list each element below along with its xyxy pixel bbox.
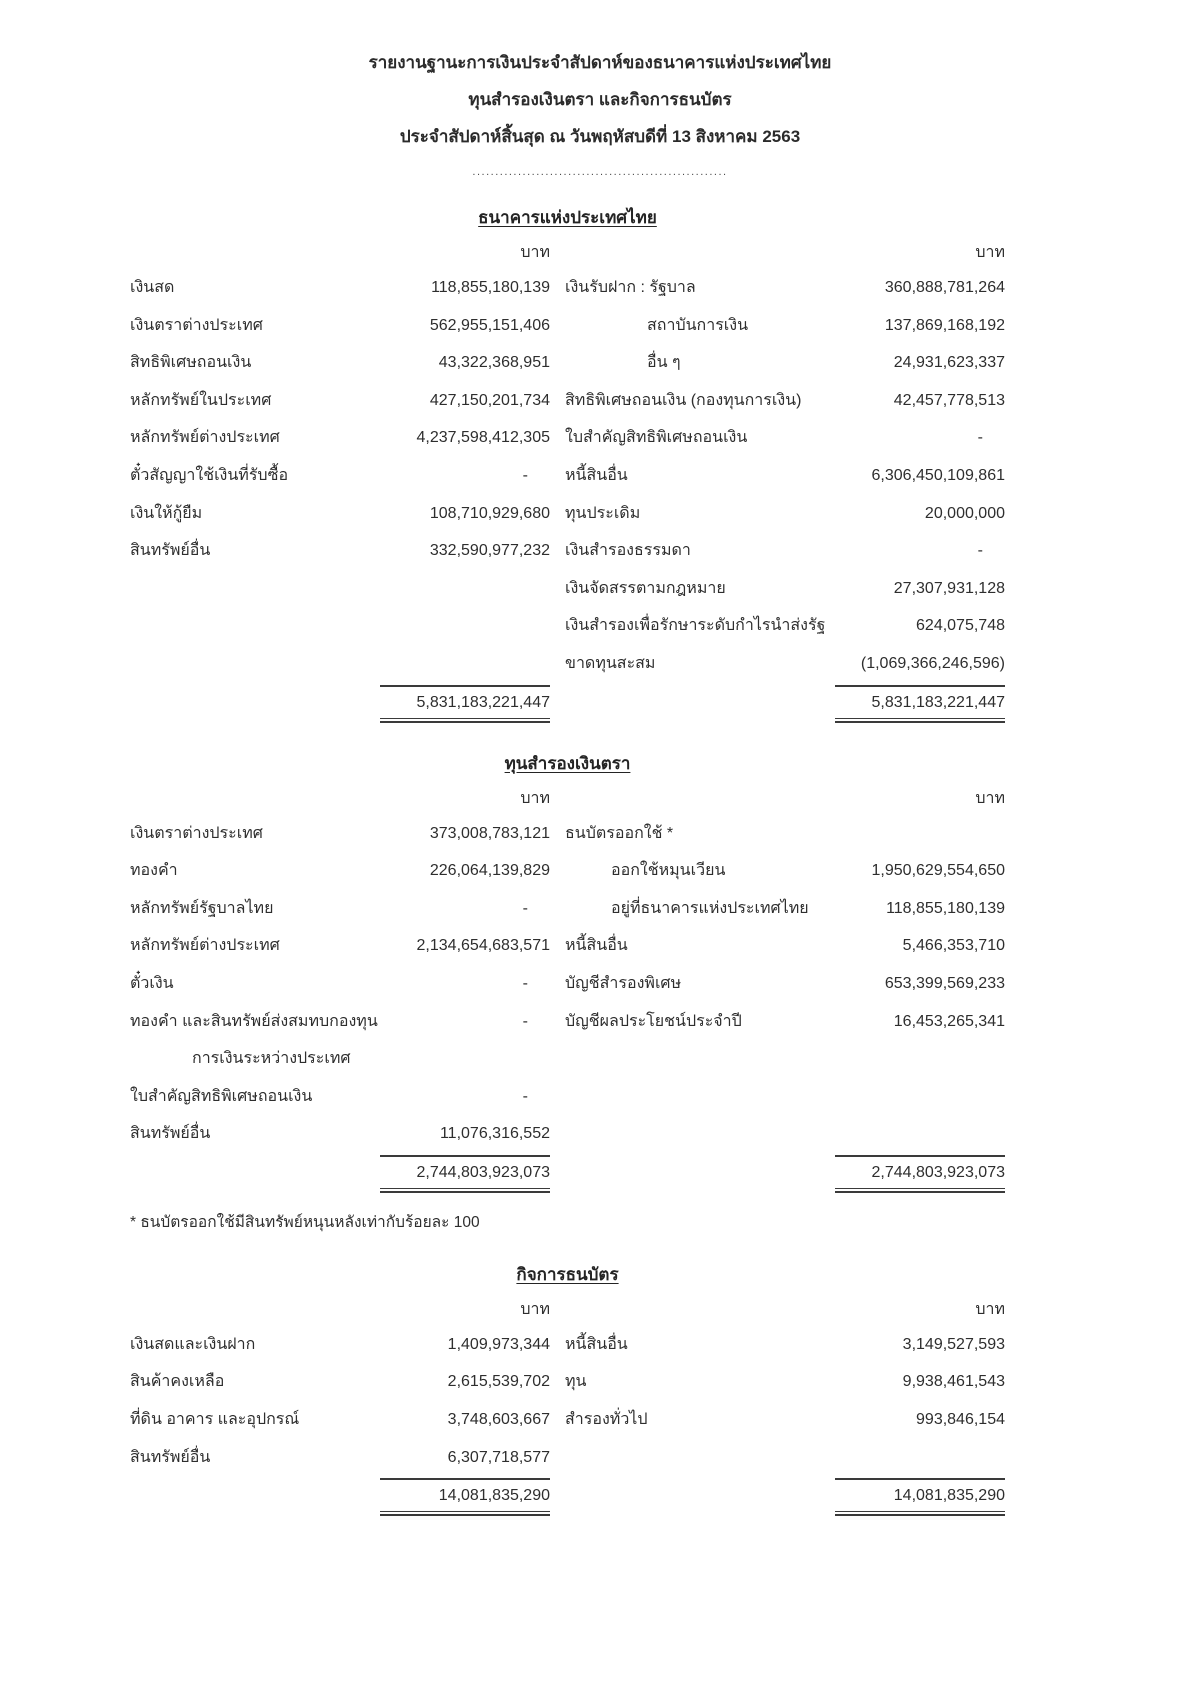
section-currency-reserve bbox=[130, 749, 1005, 1234]
row-label-left: เงินให้กู้ยืม bbox=[130, 504, 203, 522]
row-label-right: ออกใช้หมุนเวียน bbox=[611, 862, 726, 880]
row-value-right: 3,149,527,593 bbox=[902, 1335, 1005, 1353]
row-value-left bbox=[395, 607, 550, 645]
row-label-left: สินทรัพย์อื่น bbox=[130, 542, 211, 560]
row-value-left bbox=[395, 645, 550, 683]
table-row bbox=[130, 457, 1005, 495]
row-label-left: หลักทรัพย์ในประเทศ bbox=[130, 391, 272, 409]
row-value-right bbox=[845, 815, 1005, 853]
report-subtitle: ทุนสำรองเงินตรา และกิจการธนบัตร bbox=[468, 90, 732, 109]
row-value-left: 562,955,151,406 bbox=[429, 316, 550, 334]
report-title: รายงานฐานะการเงินประจำสัปดาห์ของธนาคารแห่งประเทศไทย bbox=[368, 53, 832, 72]
unit-label-right: บาท bbox=[975, 244, 1005, 261]
row-value-right: 624,075,748 bbox=[916, 617, 1005, 635]
row-value-right: 20,000,000 bbox=[924, 504, 1005, 522]
row-value-right: 137,869,168,192 bbox=[884, 316, 1005, 334]
total-value-left: 14,081,835,290 bbox=[380, 1478, 550, 1508]
row-value-left: 427,150,201,734 bbox=[429, 391, 550, 409]
row-label-left: สินค้าคงเหลือ bbox=[130, 1373, 225, 1391]
row-label-left: สินทรัพย์อื่น bbox=[130, 1125, 211, 1143]
unit-row-currency-reserve bbox=[130, 783, 1005, 815]
row-value-left bbox=[395, 1040, 550, 1078]
table-row bbox=[130, 1326, 1005, 1364]
row-label-right bbox=[565, 1040, 845, 1078]
total-value-right: 2,744,803,923,073 bbox=[835, 1155, 1005, 1185]
row-value-left: - bbox=[522, 1012, 528, 1030]
row-label-right bbox=[565, 1078, 845, 1116]
table-row bbox=[130, 927, 1005, 965]
section-banknote-operations bbox=[130, 1260, 1005, 1516]
row-value-left: 2,134,654,683,571 bbox=[416, 937, 550, 955]
total-row-bank-of-thailand bbox=[130, 685, 1005, 723]
row-value-left: - bbox=[522, 466, 528, 484]
row-label-right: หนี้สินอื่น bbox=[565, 466, 628, 484]
row-value-right: 653,399,569,233 bbox=[884, 974, 1005, 992]
row-label-left: ตั๋วเงิน bbox=[130, 974, 174, 992]
row-label-right: หนี้สินอื่น bbox=[565, 1335, 628, 1353]
row-label-right: ใบสำคัญสิทธิพิเศษถอนเงิน bbox=[565, 429, 748, 447]
table-row bbox=[130, 1363, 1005, 1401]
row-value-left: 6,307,718,577 bbox=[447, 1448, 550, 1466]
row-value-left: 118,855,180,139 bbox=[431, 279, 550, 296]
unit-row-bank-of-thailand bbox=[130, 237, 1005, 269]
double-rule bbox=[835, 718, 1005, 723]
total-value-right: 5,831,183,221,447 bbox=[835, 685, 1005, 715]
row-label-left: หลักทรัพย์รัฐบาลไทย bbox=[130, 899, 274, 917]
section-title-bank-of-thailand: ธนาคารแห่งประเทศไทย bbox=[478, 208, 657, 227]
unit-label-right: บาท bbox=[975, 1300, 1005, 1318]
row-value-right: 360,888,781,264 bbox=[884, 279, 1005, 296]
table-row bbox=[130, 852, 1005, 890]
row-label-right: ขาดทุนสะสม bbox=[565, 654, 656, 672]
row-label-right: บัญชีสำรองพิเศษ bbox=[565, 974, 682, 992]
total-left-currency-reserve bbox=[380, 1155, 550, 1193]
row-label-right: สถาบันการเงิน bbox=[647, 316, 749, 334]
unit-label-left: บาท bbox=[520, 1300, 550, 1318]
row-value-right: - bbox=[977, 429, 983, 447]
row-value-right bbox=[845, 1078, 1005, 1116]
row-label-left: ตั๋วสัญญาใช้เงินที่รับซื้อ bbox=[130, 466, 289, 484]
row-value-left: - bbox=[522, 974, 528, 992]
table-row bbox=[130, 269, 1005, 307]
row-value-left: 108,710,929,680 bbox=[429, 504, 550, 522]
total-row-currency-reserve bbox=[130, 1155, 1005, 1193]
row-value-right bbox=[845, 1115, 1005, 1153]
table-row bbox=[130, 1439, 1005, 1477]
row-value-right: 993,846,154 bbox=[916, 1411, 1005, 1429]
table-row bbox=[130, 419, 1005, 457]
section-bank-of-thailand bbox=[130, 203, 1005, 723]
table-row bbox=[130, 307, 1005, 345]
row-label-left: ที่ดิน อาคาร และอุปกรณ์ bbox=[130, 1411, 300, 1429]
row-value-left: 226,064,139,829 bbox=[429, 862, 550, 880]
table-row bbox=[130, 1115, 1005, 1153]
row-label-left: เงินสด bbox=[130, 279, 175, 296]
double-rule bbox=[835, 1511, 1005, 1516]
table-row bbox=[130, 607, 1005, 645]
row-value-right: 27,307,931,128 bbox=[893, 579, 1005, 597]
row-label-right: เงินสำรองธรรมดา bbox=[565, 542, 691, 560]
total-right-banknote-operations bbox=[835, 1478, 1005, 1516]
row-value-right: - bbox=[977, 542, 983, 560]
row-label-right: ธนบัตรออกใช้ * bbox=[565, 824, 674, 842]
total-value-left: 5,831,183,221,447 bbox=[380, 685, 550, 715]
row-value-left: 43,322,368,951 bbox=[438, 354, 550, 372]
row-value-left: 3,748,603,667 bbox=[447, 1411, 550, 1429]
total-value-left: 2,744,803,923,073 bbox=[380, 1155, 550, 1185]
row-value-left: 4,237,598,412,305 bbox=[416, 429, 550, 447]
table-row bbox=[130, 570, 1005, 608]
unit-row-banknote-operations bbox=[130, 1294, 1005, 1326]
row-label-right bbox=[565, 1115, 845, 1153]
row-value-right: 6,306,450,109,861 bbox=[871, 466, 1005, 484]
sections-host bbox=[130, 203, 1005, 1516]
row-value-right bbox=[845, 1439, 1005, 1477]
table-row bbox=[130, 382, 1005, 420]
table-row bbox=[130, 815, 1005, 853]
total-row-banknote-operations bbox=[130, 1478, 1005, 1516]
row-value-left: 11,076,316,552 bbox=[439, 1125, 550, 1143]
row-label-left bbox=[130, 645, 395, 683]
footnote-currency-reserve: * ธนบัตรออกใช้มีสินทรัพย์หนุนหลังเท่ากับร้อยละ 100 bbox=[130, 1213, 480, 1231]
row-value-right: 16,453,265,341 bbox=[893, 1012, 1005, 1030]
unit-label-left: บาท bbox=[520, 789, 550, 807]
row-value-left: 332,590,977,232 bbox=[429, 542, 550, 560]
row-label-left bbox=[130, 570, 395, 608]
row-value-left: 2,615,539,702 bbox=[447, 1373, 550, 1391]
row-value-right: 24,931,623,337 bbox=[893, 354, 1005, 372]
row-label-left bbox=[130, 607, 395, 645]
table-row bbox=[130, 344, 1005, 382]
table-row bbox=[130, 1078, 1005, 1116]
row-label-right: อยู่ที่ธนาคารแห่งประเทศไทย bbox=[611, 899, 809, 917]
row-value-left: - bbox=[522, 1087, 528, 1105]
row-value-right: 9,938,461,543 bbox=[902, 1373, 1005, 1391]
row-value-left: - bbox=[522, 899, 528, 917]
unit-label-left: บาท bbox=[520, 244, 550, 261]
row-label-left: เงินตราต่างประเทศ bbox=[130, 824, 263, 842]
double-rule bbox=[380, 1511, 550, 1516]
row-label-right: ทุนประเดิม bbox=[565, 504, 641, 522]
table-row bbox=[130, 1003, 1005, 1041]
row-label-left: สิทธิพิเศษถอนเงิน bbox=[130, 354, 252, 372]
row-value-left: 1,409,973,344 bbox=[447, 1335, 550, 1353]
double-rule bbox=[380, 718, 550, 723]
row-label-left: ทองคำ bbox=[130, 862, 178, 880]
section-title-currency-reserve: ทุนสำรองเงินตรา bbox=[504, 753, 631, 773]
row-value-left bbox=[395, 570, 550, 608]
total-value-right: 14,081,835,290 bbox=[835, 1478, 1005, 1508]
row-label-left: หลักทรัพย์ต่างประเทศ bbox=[130, 937, 280, 955]
report-header bbox=[0, 0, 1200, 185]
unit-label-right: บาท bbox=[975, 789, 1005, 807]
table-row bbox=[130, 890, 1005, 928]
row-label-right: สำรองทั่วไป bbox=[565, 1411, 648, 1429]
double-rule bbox=[380, 1188, 550, 1193]
row-label-right: อื่น ๆ bbox=[647, 354, 681, 372]
table-row bbox=[130, 645, 1005, 683]
total-right-bank-of-thailand bbox=[835, 685, 1005, 723]
row-value-right bbox=[845, 1040, 1005, 1078]
row-label-right: เงินจัดสรรตามกฎหมาย bbox=[565, 579, 726, 597]
table-row bbox=[130, 495, 1005, 533]
double-rule bbox=[835, 1188, 1005, 1193]
total-left-bank-of-thailand bbox=[380, 685, 550, 723]
row-value-right: 118,855,180,139 bbox=[886, 899, 1005, 917]
row-label-right: เงินสำรองเพื่อรักษาระดับกำไรนำส่งรัฐ bbox=[565, 617, 826, 635]
row-label-right: ทุน bbox=[565, 1373, 587, 1391]
row-value-right: (1,069,366,246,596) bbox=[860, 654, 1005, 672]
total-right-currency-reserve bbox=[835, 1155, 1005, 1193]
row-label-left: การเงินระหว่างประเทศ bbox=[192, 1050, 351, 1068]
row-label-left: ทองคำ และสินทรัพย์ส่งสมทบกองทุน bbox=[130, 1012, 378, 1030]
section-title-banknote-operations: กิจการธนบัตร bbox=[516, 1264, 619, 1284]
row-label-right: บัญชีผลประโยชน์ประจำปี bbox=[565, 1012, 742, 1030]
dotted-divider: ........................................................ bbox=[472, 166, 728, 178]
table-row bbox=[130, 1401, 1005, 1439]
row-label-left: เงินสดและเงินฝาก bbox=[130, 1335, 256, 1353]
table-row bbox=[130, 965, 1005, 1003]
row-label-right: เงินรับฝาก : รัฐบาล bbox=[565, 279, 696, 296]
row-label-right: หนี้สินอื่น bbox=[565, 937, 628, 955]
row-label-left: ใบสำคัญสิทธิพิเศษถอนเงิน bbox=[130, 1087, 313, 1105]
row-label-left: เงินตราต่างประเทศ bbox=[130, 316, 263, 334]
row-value-right: 1,950,629,554,650 bbox=[871, 862, 1005, 880]
table-row bbox=[130, 1040, 1005, 1078]
row-value-left: 373,008,783,121 bbox=[429, 824, 550, 842]
row-label-right bbox=[565, 1439, 845, 1477]
row-label-right: สิทธิพิเศษถอนเงิน (กองทุนการเงิน) bbox=[565, 391, 802, 409]
row-label-left: หลักทรัพย์ต่างประเทศ bbox=[130, 429, 280, 447]
row-label-left: สินทรัพย์อื่น bbox=[130, 1448, 211, 1466]
report-date-line: ประจำสัปดาห์สิ้นสุด ณ วันพฤหัสบดีที่ 13 สิงหาคม 2563 bbox=[399, 127, 801, 146]
row-value-right: 5,466,353,710 bbox=[902, 937, 1005, 955]
row-value-right: 42,457,778,513 bbox=[893, 391, 1005, 409]
total-left-banknote-operations bbox=[380, 1478, 550, 1516]
table-row bbox=[130, 532, 1005, 570]
